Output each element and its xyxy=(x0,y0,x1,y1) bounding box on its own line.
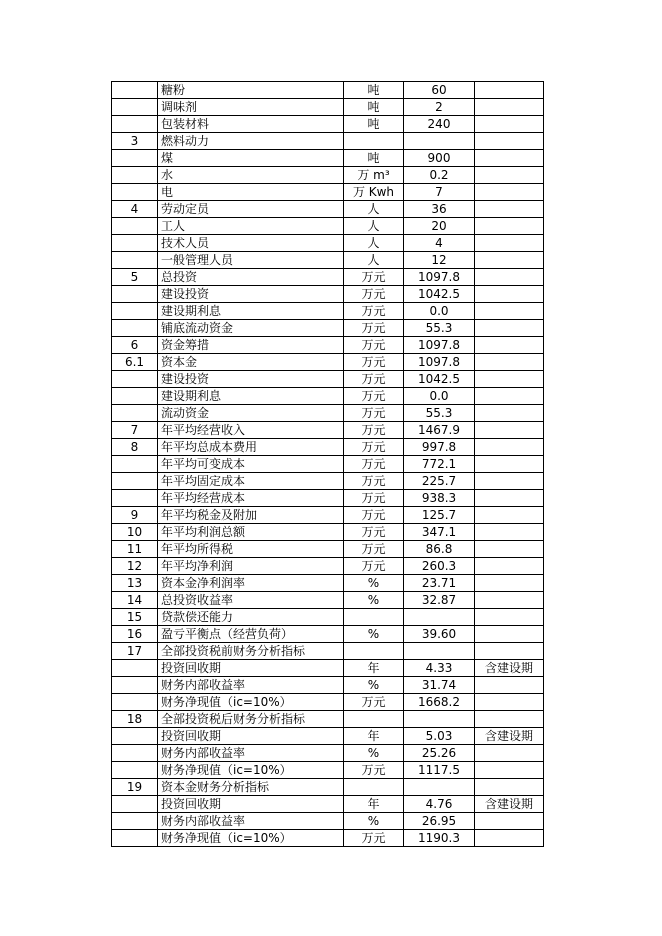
item-name-cell: 贷款偿还能力 xyxy=(158,609,344,626)
note-cell xyxy=(475,694,544,711)
unit-cell: % xyxy=(344,677,404,694)
unit-cell: 吨 xyxy=(344,116,404,133)
value-cell: 2 xyxy=(404,99,475,116)
note-cell xyxy=(475,677,544,694)
table-row xyxy=(112,575,544,592)
table-row xyxy=(112,456,544,473)
note-cell xyxy=(475,779,544,796)
value-cell: 240 xyxy=(404,116,475,133)
item-name-cell: 投资回收期 xyxy=(158,728,344,745)
row-number-cell xyxy=(112,150,158,167)
note-cell xyxy=(475,745,544,762)
value-cell xyxy=(404,711,475,728)
item-name-cell: 建设投资 xyxy=(158,286,344,303)
item-name-cell: 水 xyxy=(158,167,344,184)
row-number-cell xyxy=(112,660,158,677)
row-number-cell xyxy=(112,473,158,490)
table-row xyxy=(112,507,544,524)
table-row xyxy=(112,541,544,558)
unit-cell: 万元 xyxy=(344,422,404,439)
table-row xyxy=(112,218,544,235)
item-name-cell: 资本金财务分析指标 xyxy=(158,779,344,796)
unit-cell: 万元 xyxy=(344,558,404,575)
value-cell: 1117.5 xyxy=(404,762,475,779)
row-number-cell xyxy=(112,694,158,711)
unit-cell: 万元 xyxy=(344,303,404,320)
row-number-cell xyxy=(112,218,158,235)
value-cell: 347.1 xyxy=(404,524,475,541)
note-cell xyxy=(475,167,544,184)
table-row xyxy=(112,796,544,813)
unit-cell: 万元 xyxy=(344,439,404,456)
value-cell: 26.95 xyxy=(404,813,475,830)
table-row xyxy=(112,320,544,337)
item-name-cell: 总投资收益率 xyxy=(158,592,344,609)
item-name-cell: 包装材料 xyxy=(158,116,344,133)
item-name-cell: 工人 xyxy=(158,218,344,235)
row-number-cell xyxy=(112,286,158,303)
item-name-cell: 投资回收期 xyxy=(158,660,344,677)
item-name-cell: 调味剂 xyxy=(158,99,344,116)
note-cell xyxy=(475,286,544,303)
table-row xyxy=(112,354,544,371)
row-number-cell: 12 xyxy=(112,558,158,575)
note-cell xyxy=(475,184,544,201)
value-cell xyxy=(404,609,475,626)
row-number-cell: 16 xyxy=(112,626,158,643)
note-cell xyxy=(475,575,544,592)
value-cell xyxy=(404,779,475,796)
note-cell xyxy=(475,507,544,524)
unit-cell: % xyxy=(344,813,404,830)
note-cell xyxy=(475,82,544,99)
item-name-cell: 资本金净利润率 xyxy=(158,575,344,592)
item-name-cell: 投资回收期 xyxy=(158,796,344,813)
value-cell: 1467.9 xyxy=(404,422,475,439)
table-row xyxy=(112,524,544,541)
value-cell: 125.7 xyxy=(404,507,475,524)
table-row xyxy=(112,439,544,456)
unit-cell: 吨 xyxy=(344,150,404,167)
row-number-cell: 15 xyxy=(112,609,158,626)
item-name-cell: 全部投资税后财务分析指标 xyxy=(158,711,344,728)
note-cell xyxy=(475,626,544,643)
table-row xyxy=(112,116,544,133)
value-cell: 1042.5 xyxy=(404,286,475,303)
table-row xyxy=(112,337,544,354)
value-cell: 25.26 xyxy=(404,745,475,762)
table-row xyxy=(112,133,544,150)
unit-cell: 万元 xyxy=(344,541,404,558)
item-name-cell: 财务内部收益率 xyxy=(158,813,344,830)
note-cell xyxy=(475,133,544,150)
note-cell xyxy=(475,354,544,371)
value-cell: 260.3 xyxy=(404,558,475,575)
row-number-cell xyxy=(112,762,158,779)
item-name-cell: 年平均经营成本 xyxy=(158,490,344,507)
note-cell xyxy=(475,558,544,575)
unit-cell: 年 xyxy=(344,796,404,813)
value-cell: 772.1 xyxy=(404,456,475,473)
unit-cell: 万元 xyxy=(344,286,404,303)
value-cell: 0.2 xyxy=(404,167,475,184)
table-row xyxy=(112,558,544,575)
item-name-cell: 流动资金 xyxy=(158,405,344,422)
unit-cell: 万元 xyxy=(344,320,404,337)
value-cell: 0.0 xyxy=(404,388,475,405)
row-number-cell xyxy=(112,184,158,201)
table-row xyxy=(112,167,544,184)
unit-cell: 吨 xyxy=(344,82,404,99)
unit-cell: % xyxy=(344,592,404,609)
note-cell xyxy=(475,303,544,320)
unit-cell: 人 xyxy=(344,252,404,269)
item-name-cell: 年平均可变成本 xyxy=(158,456,344,473)
unit-cell: 万元 xyxy=(344,337,404,354)
row-number-cell: 4 xyxy=(112,201,158,218)
note-cell xyxy=(475,337,544,354)
unit-cell: 万元 xyxy=(344,405,404,422)
table-row xyxy=(112,184,544,201)
note-cell xyxy=(475,524,544,541)
note-cell xyxy=(475,235,544,252)
note-cell xyxy=(475,388,544,405)
unit-cell: 万元 xyxy=(344,371,404,388)
table-row xyxy=(112,82,544,99)
table-row xyxy=(112,626,544,643)
item-name-cell: 燃料动力 xyxy=(158,133,344,150)
table-row xyxy=(112,728,544,745)
note-cell xyxy=(475,439,544,456)
row-number-cell xyxy=(112,371,158,388)
value-cell: 225.7 xyxy=(404,473,475,490)
table-row xyxy=(112,371,544,388)
row-number-cell: 11 xyxy=(112,541,158,558)
unit-cell: 万元 xyxy=(344,490,404,507)
value-cell: 1097.8 xyxy=(404,354,475,371)
item-name-cell: 总投资 xyxy=(158,269,344,286)
table-row xyxy=(112,609,544,626)
item-name-cell: 资金筹措 xyxy=(158,337,344,354)
row-number-cell: 6.1 xyxy=(112,354,158,371)
row-number-cell xyxy=(112,456,158,473)
value-cell: 938.3 xyxy=(404,490,475,507)
unit-cell: 吨 xyxy=(344,99,404,116)
table-row xyxy=(112,762,544,779)
note-cell xyxy=(475,422,544,439)
note-cell xyxy=(475,201,544,218)
table-row xyxy=(112,303,544,320)
item-name-cell: 资本金 xyxy=(158,354,344,371)
table-row xyxy=(112,235,544,252)
item-name-cell: 年平均利润总额 xyxy=(158,524,344,541)
table-row xyxy=(112,830,544,847)
row-number-cell: 3 xyxy=(112,133,158,150)
note-cell xyxy=(475,609,544,626)
value-cell: 1097.8 xyxy=(404,337,475,354)
item-name-cell: 建设期利息 xyxy=(158,388,344,405)
table-row xyxy=(112,252,544,269)
table-row xyxy=(112,150,544,167)
table-row xyxy=(112,269,544,286)
unit-cell: 人 xyxy=(344,201,404,218)
item-name-cell: 年平均所得税 xyxy=(158,541,344,558)
value-cell: 900 xyxy=(404,150,475,167)
item-name-cell: 糖粉 xyxy=(158,82,344,99)
item-name-cell: 财务内部收益率 xyxy=(158,745,344,762)
row-number-cell xyxy=(112,235,158,252)
item-name-cell: 煤 xyxy=(158,150,344,167)
unit-cell: 万元 xyxy=(344,507,404,524)
unit-cell xyxy=(344,779,404,796)
table-row xyxy=(112,711,544,728)
value-cell: 60 xyxy=(404,82,475,99)
unit-cell: 万 Kwh xyxy=(344,184,404,201)
item-name-cell: 一般管理人员 xyxy=(158,252,344,269)
item-name-cell: 全部投资税前财务分析指标 xyxy=(158,643,344,660)
note-cell xyxy=(475,116,544,133)
unit-cell: % xyxy=(344,626,404,643)
note-cell xyxy=(475,592,544,609)
unit-cell: 万元 xyxy=(344,762,404,779)
value-cell: 31.74 xyxy=(404,677,475,694)
value-cell: 20 xyxy=(404,218,475,235)
item-name-cell: 财务净现值（ic=10%） xyxy=(158,762,344,779)
item-name-cell: 年平均经营收入 xyxy=(158,422,344,439)
row-number-cell xyxy=(112,677,158,694)
value-cell: 7 xyxy=(404,184,475,201)
note-cell xyxy=(475,371,544,388)
value-cell: 4.76 xyxy=(404,796,475,813)
value-cell: 55.3 xyxy=(404,320,475,337)
value-cell: 39.60 xyxy=(404,626,475,643)
row-number-cell xyxy=(112,82,158,99)
table-row xyxy=(112,388,544,405)
note-cell xyxy=(475,643,544,660)
row-number-cell xyxy=(112,116,158,133)
row-number-cell xyxy=(112,252,158,269)
row-number-cell: 9 xyxy=(112,507,158,524)
table-row xyxy=(112,745,544,762)
table-row xyxy=(112,286,544,303)
note-cell: 含建设期 xyxy=(475,796,544,813)
unit-cell: 万 m³ xyxy=(344,167,404,184)
item-name-cell: 年平均固定成本 xyxy=(158,473,344,490)
value-cell: 32.87 xyxy=(404,592,475,609)
unit-cell: 万元 xyxy=(344,524,404,541)
row-number-cell xyxy=(112,813,158,830)
row-number-cell xyxy=(112,830,158,847)
row-number-cell: 18 xyxy=(112,711,158,728)
indicator-table xyxy=(111,81,544,847)
item-name-cell: 铺底流动资金 xyxy=(158,320,344,337)
row-number-cell xyxy=(112,728,158,745)
unit-cell: 人 xyxy=(344,235,404,252)
note-cell xyxy=(475,473,544,490)
unit-cell: % xyxy=(344,745,404,762)
note-cell xyxy=(475,830,544,847)
row-number-cell: 7 xyxy=(112,422,158,439)
value-cell: 4.33 xyxy=(404,660,475,677)
note-cell xyxy=(475,456,544,473)
table-row xyxy=(112,643,544,660)
note-cell xyxy=(475,762,544,779)
value-cell: 1097.8 xyxy=(404,269,475,286)
item-name-cell: 建设投资 xyxy=(158,371,344,388)
note-cell xyxy=(475,541,544,558)
item-name-cell: 电 xyxy=(158,184,344,201)
table-row xyxy=(112,405,544,422)
item-name-cell: 年平均净利润 xyxy=(158,558,344,575)
value-cell: 86.8 xyxy=(404,541,475,558)
note-cell: 含建设期 xyxy=(475,660,544,677)
item-name-cell: 财务净现值（ic=10%） xyxy=(158,694,344,711)
unit-cell: 万元 xyxy=(344,830,404,847)
item-name-cell: 年平均总成本费用 xyxy=(158,439,344,456)
note-cell xyxy=(475,218,544,235)
note-cell xyxy=(475,490,544,507)
note-cell xyxy=(475,813,544,830)
table-row xyxy=(112,779,544,796)
table-row xyxy=(112,677,544,694)
value-cell: 12 xyxy=(404,252,475,269)
unit-cell: 年 xyxy=(344,728,404,745)
item-name-cell: 财务净现值（ic=10%） xyxy=(158,830,344,847)
row-number-cell xyxy=(112,405,158,422)
item-name-cell: 年平均税金及附加 xyxy=(158,507,344,524)
row-number-cell: 14 xyxy=(112,592,158,609)
row-number-cell: 19 xyxy=(112,779,158,796)
unit-cell: % xyxy=(344,575,404,592)
item-name-cell: 财务内部收益率 xyxy=(158,677,344,694)
unit-cell: 万元 xyxy=(344,269,404,286)
value-cell: 23.71 xyxy=(404,575,475,592)
unit-cell xyxy=(344,711,404,728)
note-cell xyxy=(475,405,544,422)
note-cell xyxy=(475,252,544,269)
table-row xyxy=(112,99,544,116)
item-name-cell: 技术人员 xyxy=(158,235,344,252)
value-cell: 1042.5 xyxy=(404,371,475,388)
unit-cell: 万元 xyxy=(344,473,404,490)
value-cell: 55.3 xyxy=(404,405,475,422)
row-number-cell xyxy=(112,320,158,337)
value-cell: 1190.3 xyxy=(404,830,475,847)
table-row xyxy=(112,694,544,711)
row-number-cell: 17 xyxy=(112,643,158,660)
unit-cell xyxy=(344,133,404,150)
row-number-cell xyxy=(112,388,158,405)
unit-cell: 万元 xyxy=(344,354,404,371)
unit-cell: 年 xyxy=(344,660,404,677)
item-name-cell: 盈亏平衡点（经营负荷） xyxy=(158,626,344,643)
table-row xyxy=(112,422,544,439)
table-row xyxy=(112,490,544,507)
row-number-cell: 10 xyxy=(112,524,158,541)
row-number-cell: 8 xyxy=(112,439,158,456)
unit-cell xyxy=(344,609,404,626)
value-cell: 997.8 xyxy=(404,439,475,456)
value-cell: 0.0 xyxy=(404,303,475,320)
note-cell xyxy=(475,150,544,167)
value-cell xyxy=(404,133,475,150)
table-row xyxy=(112,473,544,490)
note-cell xyxy=(475,269,544,286)
item-name-cell: 建设期利息 xyxy=(158,303,344,320)
row-number-cell xyxy=(112,167,158,184)
table-row xyxy=(112,201,544,218)
note-cell xyxy=(475,711,544,728)
table-row xyxy=(112,813,544,830)
row-number-cell: 13 xyxy=(112,575,158,592)
value-cell: 4 xyxy=(404,235,475,252)
note-cell: 含建设期 xyxy=(475,728,544,745)
value-cell: 5.03 xyxy=(404,728,475,745)
unit-cell: 万元 xyxy=(344,388,404,405)
value-cell: 1668.2 xyxy=(404,694,475,711)
note-cell xyxy=(475,320,544,337)
row-number-cell xyxy=(112,796,158,813)
row-number-cell xyxy=(112,745,158,762)
unit-cell xyxy=(344,643,404,660)
row-number-cell: 5 xyxy=(112,269,158,286)
unit-cell: 万元 xyxy=(344,694,404,711)
item-name-cell: 劳动定员 xyxy=(158,201,344,218)
value-cell xyxy=(404,643,475,660)
row-number-cell xyxy=(112,99,158,116)
row-number-cell xyxy=(112,490,158,507)
value-cell: 36 xyxy=(404,201,475,218)
table-row xyxy=(112,660,544,677)
row-number-cell: 6 xyxy=(112,337,158,354)
indicator-table-body xyxy=(112,82,544,847)
row-number-cell xyxy=(112,303,158,320)
note-cell xyxy=(475,99,544,116)
unit-cell: 万元 xyxy=(344,456,404,473)
table-row xyxy=(112,592,544,609)
unit-cell: 人 xyxy=(344,218,404,235)
